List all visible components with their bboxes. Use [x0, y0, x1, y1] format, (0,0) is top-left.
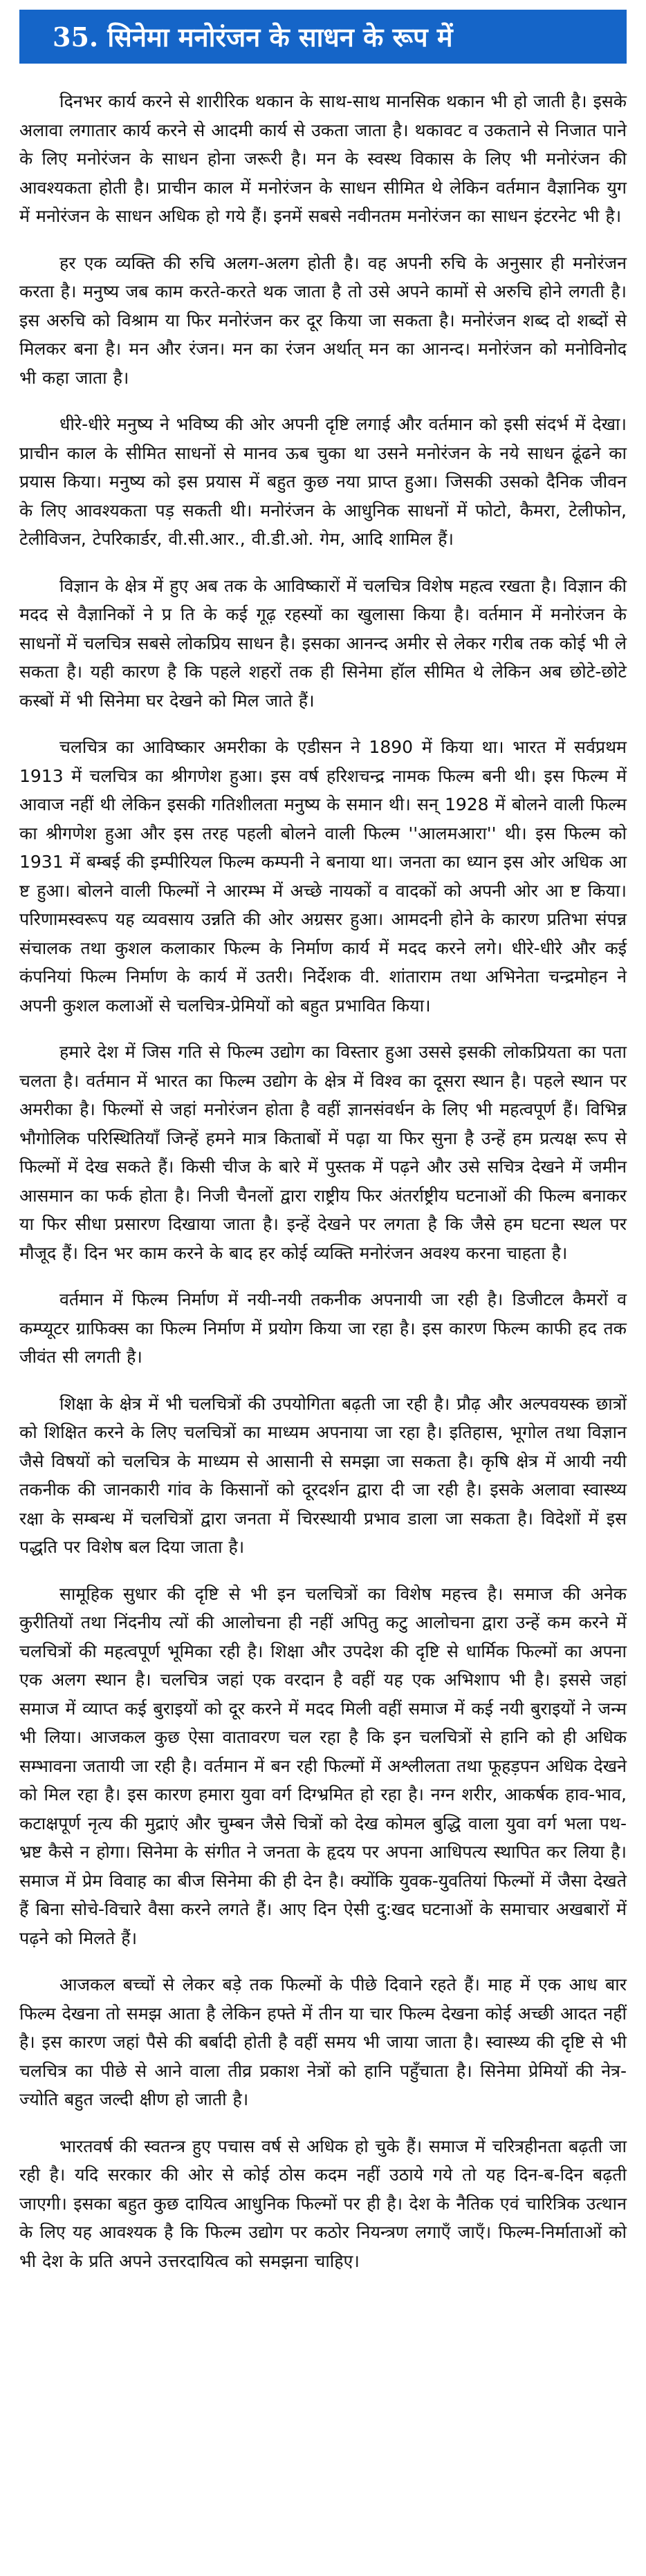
paragraph-7: वर्तमान में फिल्म निर्माण में नयी-नयी तकनीक अपनायी जा रही है। डिजीटल कैमरों व कम्प्यूटर ग्राफिक्स का फिल्म निर्माण में प्रयोग किया जा रहा है। इस कारण फिल्म काफी हद तक जीवंत सी लगती है। [19, 1289, 627, 1367]
paragraph-4: विज्ञान के क्षेत्र में हुए अब तक के आविष्कारों में चलचित्र विशेष महत्व रखता है। विज्ञान की मदद से वैज्ञानिकों ने प्र ति के कई गूढ़ रहस्यों का खुलासा किया है। वर्तमान में मनोरंजन के साधनों में चलचित्र सबसे लोकप्रिय साधन है। इसका आनन्द अमीर से लेकर गरीब तक कोई भी ले सकता है। यही कारण है कि पहले शहरों तक ही सिनेमा हॉल सीमित थे लेकिन अब छोटे-छोटे कस्बों में भी सिनेमा घर देखने को मिल जाते हैं। [19, 575, 627, 711]
paragraph-8: शिक्षा के क्षेत्र में भी चलचित्रों की उपयोगिता बढ़ती जा रही है। प्रौढ़ और अल्पवयस्क छात्रों को शिक्षित करने के लिए चलचित्रों का माध्यम अपनाया जा रहा है। इतिहास, भूगोल तथा विज्ञान जैसे विषयों को चलचित्र के माध्यम से आसानी से समझा जा सकता है। कृषि क्षेत्र में आयी नयी तकनीक की जानकारी गांव के किसानों को दूरदर्शन द्वारा दी जा रही है। इसके अलावा स्वास्थ्य रक्षा के सम्बन्ध में चलचित्रों द्वारा जनता में चिरस्थायी प्रभाव डाला जा सकता है। विदेशों में इस पद्धति पर विशेष बल दिया जाता है। [19, 1393, 627, 1557]
paragraph-6: हमारे देश में जिस गति से फिल्म उद्योग का विस्तार हुआ उससे इसकी लोकप्रियता का पता चलता है। वर्तमान में भारत का फिल्म उद्योग के क्षेत्र में विश्व का दूसरा स्थान है। पहले स्थान पर अमरीका है। फिल्मों से जहां मनोरंजन होता है वहीं ज्ञानसंवर्धन के लिए भी महत्वपूर्ण हैं। विभिन्न भौगोलिक परिस्थितियाँ जिन्हें हमने मात्र किताबों में पढ़ा या फिर सुना है उन्हें हम प्रत्यक्ष रूप से फिल्मों में देख सकते हैं। किसी चीज के बारे में पुस्तक में पढ़ने और उसे सचित्र देखने में जमीन आसमान का फर्क होता है। निजी चैनलों द्वारा राष्ट्रीय फिर अंतर्राष्ट्रीय घटनाओं की फिल्म बनाकर या फिर सीधा प्रसारण दिखाया जाता है। इन्हें देखने पर लगता है कि जैसे हम घटना स्थल पर मौजूद हैं। दिन भर काम करने के बाद हर कोई व्यक्ति मनोरंजन अवश्य करना चाहता है। [19, 1042, 627, 1263]
essay-title: 35. सिनेमा मनोरंजन के साधन के रूप में [53, 21, 453, 53]
essay-title-bar [19, 10, 627, 64]
paragraph-3: धीरे-धीरे मनुष्य ने भविष्य की ओर अपनी दृष्टि लगाई और वर्तमान को इसी संदर्भ में देखा। प्राचीन काल के सीमित साधनों से मानव ऊब चुका था उसने मनोरंजन के नये साधन ढूंढने का प्रयास किया। मनुष्य को इस प्रयास में बहुत कुछ नया प्राप्त हुआ। जिसकी उसको दैनिक जीवन के लिए आवश्यकता पड़ सकती थी। मनोरंजन के आधुनिक साधनों में फोटो, कैमरा, टेलीफोन, टेलीविजन, टेपरिकार्डर, वी.सी.आर., वी.डी.ओ. गेम, आदि शामिल हैं। [19, 414, 627, 549]
paragraph-9: सामूहिक सुधार की दृष्टि से भी इन चलचित्रों का विशेष महत्त्व है। समाज की अनेक कुरीतियों तथा निंदनीय त्यों की आलोचना ही नहीं अपितु कटु आलोचना द्वारा उन्हें कम करने में चलचित्रों की महत्वपूर्ण भूमिका रही है। शिक्षा और उपदेश की दृष्टि से धार्मिक फिल्मों का अपना एक अलग स्थान है। चलचित्र जहां एक वरदान है वहीं यह एक अभिशाप भी है। इससे जहां समाज में व्याप्त कई बुराइयों को दूर करने में मदद मिली वहीं समाज में कई नयी बुराइयों ने जन्म भी लिया। आजकल कुछ ऐसा वातावरण चल रहा है कि इन चलचित्रों से हानि को ही अधिक सम्भावना जतायी जा रही है। वर्तमान में बन रही फिल्मों में अश्लीलता तथा फूहड़पन अधिक देखने को मिल रहा है। इस कारण हमारा युवा वर्ग दिग्भ्रमित हो रहा है। नग्न शरीर, आकर्षक हाव-भाव, कटाक्षपूर्ण नृत्य की मुद्राएं और चुम्बन जैसे चित्रों को देख कोमल बुद्धि वाला युवा वर्ग भला पथ- भ्रष्ट कैसे न होगा। सिनेमा के संगीत ने जनता के हृदय पर अपना आधिपत्य स्थापित कर लिया है। समाज में प्रेम विवाह का बीज सिनेमा की ही देन है। क्योंकि युवक-युवतियां फिल्मों में जैसा देखते हैं बिना सोचे-विचारे वैसा करने लगते हैं। आए दिन ऐसी दु:खद घटनाओं के समाचार अखबारों में पढ़ने को मिलते हैं। [19, 1583, 627, 1948]
paragraph-11: भारतवर्ष की स्वतन्त्र हुए पचास वर्ष से अधिक हो चुके हैं। समाज में चरित्रहीनता बढ़ती जा रही है। यदि सरकार की ओर से कोई ठोस कदम नहीं उठाये गये तो यह दिन-ब-दिन बढ़ती जाएगी। इसका बहुत कुछ दायित्व आधुनिक फिल्मों पर ही है। देश के नैतिक एवं चारित्रिक उत्थान के लिए यह आवश्यक है कि फिल्म उद्योग पर कठोर नियन्त्रण लगाएँ जाएँ। फिल्म-निर्माताओं को भी देश के प्रति अपने उत्तरदायित्व को समझना चाहिए। [19, 2136, 627, 2271]
paragraph-5: चलचित्र का आविष्कार अमरीका के एडीसन ने 1890 में किया था। भारत में सर्वप्रथम 1913 में चलचित्र का श्रीगणेश हुआ। इस वर्ष हरिशचन्द्र नामक फिल्म बनी थी। इस फिल्म में आवाज नहीं थी लेकिन इसकी गतिशीलता मनुष्य के समान थी। सन् 1928 में बोलने वाली फिल्म का श्रीगणेश हुआ और इस तरह पहली बोलने वाली फिल्म ''आलमआरा'' थी। इस फिल्म को 1931 में बम्बई की इम्पीरियल फिल्म कम्पनी ने बनाया था। जनता का ध्यान इस ओर अधिक आ ष्ट हुआ। बोलने वाली फिल्मों ने आरम्भ में अच्छे नायकों व वादकों को अपनी ओर आ ष्ट किया। परिणामस्वरूप यह व्यवसाय उन्नति की ओर अग्रसर हुआ। आमदनी होने के कारण प्रतिभा संपन्न संचालक तथा कुशल कलाकार फिल्म के निर्माण कार्य में मदद करने लगे। धीरे-धीरे और कई कंपनियां फिल्म निर्माण के कार्य में उतरी। निर्देशक वी. शांताराम तथा अभिनेता चन्द्रमोहन ने अपनी कुशल कलाओं से चलचित्र-प्रेमियों को बहुत प्रभावित किया। [19, 737, 627, 1016]
paragraph-10: आजकल बच्चों से लेकर बड़े तक फिल्मों के पीछे दिवाने रहते हैं। माह में एक आध बार फिल्म देखना तो समझ आता है लेकिन हफ्ते में तीन या चार फिल्म देखना कोई अच्छी आदत नहीं है। इस कारण जहां पैसे की बर्बादी होती है वहीं समय भी जाया जाता है। स्वास्थ्य की दृष्टि से भी चलचित्र का पीछे से आने वाला तीव्र प्रकाश नेत्रों को हानि पहुँचाता है। सिनेमा प्रेमियों की नेत्र-ज्योति बहुत जल्दी क्षीण हो जाती है। [19, 1975, 627, 2109]
paragraph-2: हर एक व्यक्ति की रुचि अलग-अलग होती है। वह अपनी रुचि के अनुसार ही मनोरंजन करता है। मनुष्य जब काम करते-करते थक जाता है तो उसे अपने कामों से अरुचि होने लगती है। इस अरुचि को विश्राम या फिर मनोरंजन कर दूर किया जा सकता है। मनोरंजन शब्द दो शब्दों से मिलकर बना है। मन और रंजन। मन का रंजन अर्थात् मन का आनन्द। मनोरंजन को मनोविनोद भी कहा जाता है। [19, 252, 627, 388]
paragraph-1: दिनभर कार्य करने से शारीरिक थकान के साथ-साथ मानसिक थकान भी हो जाती है। इसके अलावा लगातार कार्य करने से आदमी कार्य से उकता जाता है। थकावट व उकताने से निजात पाने के लिए मनोरंजन के साधन होना जरूरी है। मन के स्वस्थ विकास के लिए भी मनोरंजन की आवश्यकता होती है। प्राचीन काल में मनोरंजन के साधन सीमित थे लेकिन वर्तमान वैज्ञानिक युग में मनोरंजन के साधन अधिक हो गये हैं। इनमें सबसे नवीनतम मनोरंजन का साधन इंटरनेट भी है। [19, 91, 627, 226]
